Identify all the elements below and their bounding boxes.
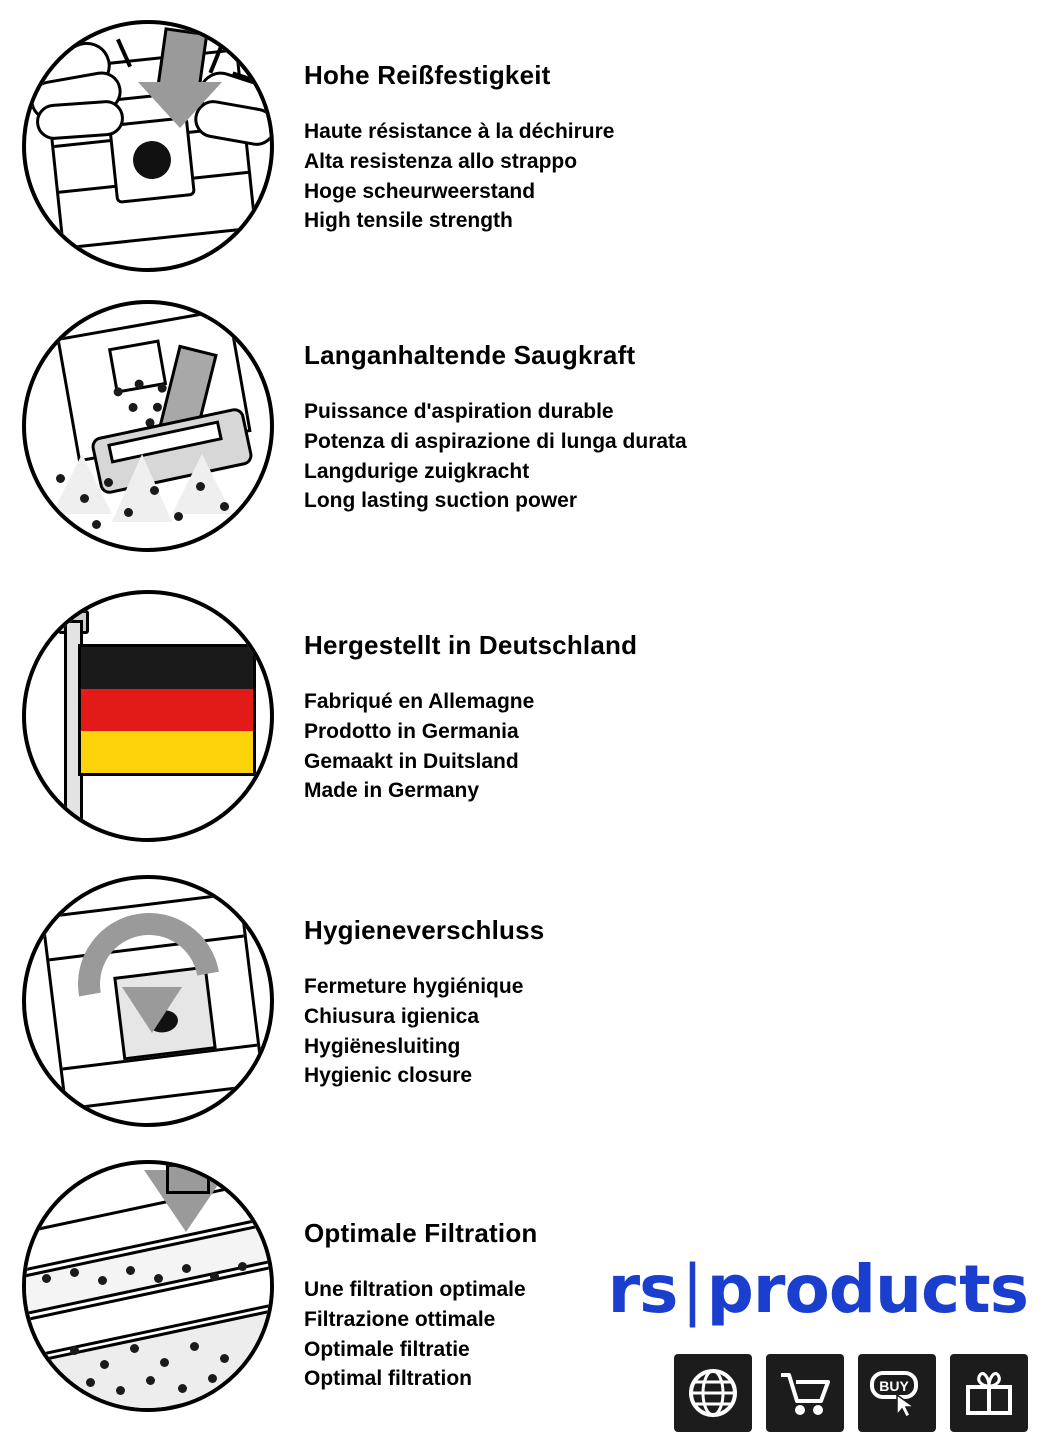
brand-name-part1: rs xyxy=(607,1251,678,1328)
feature-translation: Filtrazione ottimale xyxy=(304,1307,496,1331)
brand-logo xyxy=(608,1251,1028,1328)
feature-translation: Optimale filtratie xyxy=(304,1337,470,1361)
feature-translation: High tensile strength xyxy=(304,209,513,233)
feature-translation: Hygienic closure xyxy=(304,1064,473,1088)
gift-box-icon[interactable] xyxy=(950,1354,1028,1432)
feature-block-suction-power xyxy=(0,300,1040,550)
brand-name-part2: products xyxy=(706,1251,1028,1328)
feature-text-optimal-filtration xyxy=(304,1160,537,1394)
feature-translation: Gemaakt in Duitsland xyxy=(304,749,519,773)
feature-title: Langanhaltende Saugkraft xyxy=(304,340,636,370)
feature-translation: Hygiënesluiting xyxy=(304,1034,461,1058)
shopping-cart-icon[interactable] xyxy=(766,1354,844,1432)
feature-translation: Fermeture hygiénique xyxy=(304,975,524,998)
feature-translation: Long lasting suction power xyxy=(304,489,577,513)
feature-translation: Une filtration optimale xyxy=(304,1278,526,1301)
icon-hands-tearing-bag xyxy=(22,20,282,270)
feature-text-hygienic-closure xyxy=(304,875,544,1091)
icon-german-flag xyxy=(22,590,282,840)
buy-button-icon[interactable] xyxy=(858,1354,936,1432)
german-flag-graphic xyxy=(78,644,256,776)
feature-translation: Optimal filtration xyxy=(304,1367,472,1391)
brand-badges xyxy=(674,1354,1028,1432)
feature-translation: Fabriqué en Allemagne xyxy=(304,690,535,713)
feature-translation: Potenza di aspirazione di lunga durata xyxy=(304,429,687,453)
feature-title: Hohe Reißfestigkeit xyxy=(304,60,551,90)
feature-translation: Langdurige zuigkracht xyxy=(304,459,530,483)
feature-text-suction-power xyxy=(304,300,687,516)
feature-block-hygienic-closure xyxy=(0,875,1040,1125)
feature-translation: Made in Germany xyxy=(304,779,480,803)
feature-block-tensile-strength xyxy=(0,20,1040,270)
feature-translation: Haute résistance à la déchirure xyxy=(304,120,615,143)
icon-rotating-closure-bag xyxy=(22,875,282,1125)
svg-text:BUY: BUY xyxy=(879,1378,909,1394)
icon-vacuum-nozzle-dust xyxy=(22,300,282,550)
brand-separator: | xyxy=(681,1251,703,1328)
globe-icon[interactable] xyxy=(674,1354,752,1432)
icon-filter-layers-arrow xyxy=(22,1160,282,1410)
feature-text-tensile-strength xyxy=(304,20,614,236)
feature-title: Hygieneverschluss xyxy=(304,915,545,945)
feature-translation: Alta resistenza allo strappo xyxy=(304,149,578,173)
feature-text-made-in-germany xyxy=(304,590,637,806)
feature-translation: Hoge scheurweerstand xyxy=(304,179,536,203)
feature-translation: Chiusura igienica xyxy=(304,1004,480,1028)
feature-translation: Prodotto in Germania xyxy=(304,719,519,743)
feature-translation: Puissance d'aspiration durable xyxy=(304,400,614,423)
feature-title: Optimale Filtration xyxy=(304,1218,538,1248)
feature-block-made-in-germany xyxy=(0,590,1040,840)
feature-title: Hergestellt in Deutschland xyxy=(304,630,638,660)
